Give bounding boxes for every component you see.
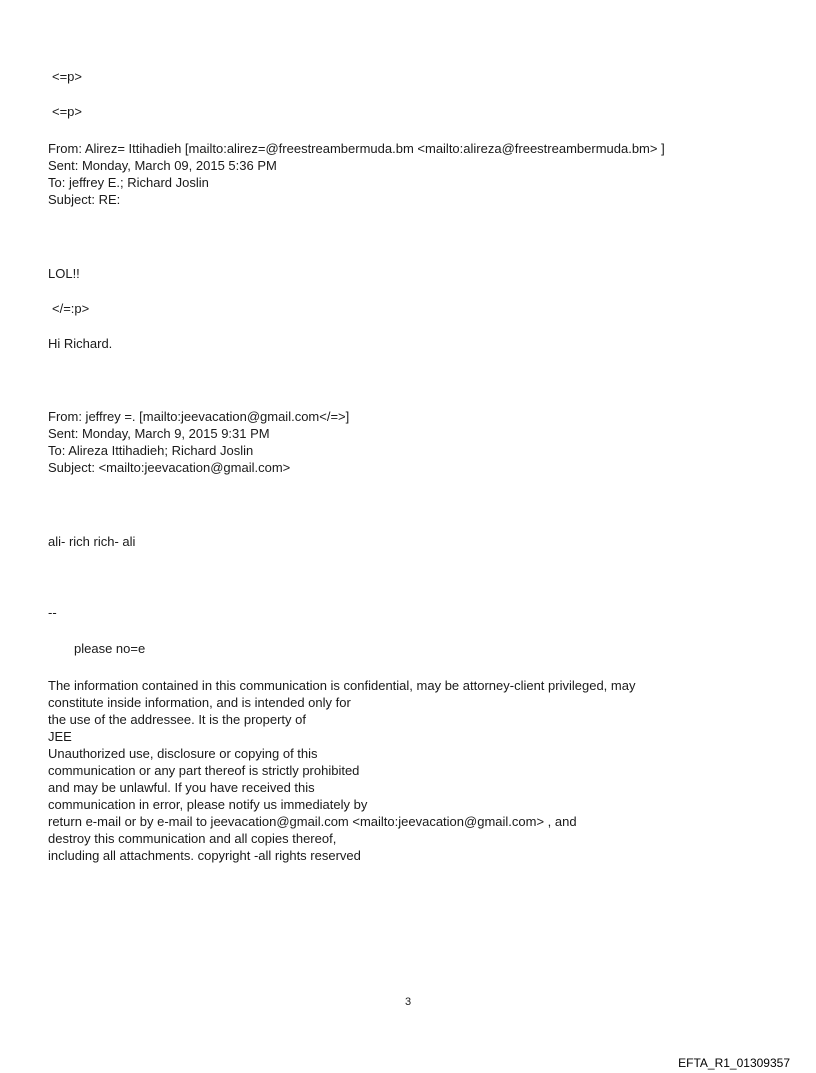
disclaimer-line: communication in error, please notify us immediately by bbox=[48, 797, 368, 812]
greeting: Hi Richard. bbox=[48, 336, 113, 351]
disclaimer-line: and may be unlawful. If you have received this bbox=[48, 780, 315, 795]
disclaimer-line: communication or any part thereof is strictly prohibited bbox=[48, 763, 360, 778]
disclaimer-line: constitute inside information, and is intended only for bbox=[48, 695, 351, 710]
to-line: To: Alireza Ittihadieh; Richard Joslin bbox=[48, 443, 254, 458]
sent-line: Sent: Monday, March 09, 2015 5:36 PM bbox=[48, 158, 277, 173]
sent-line: Sent: Monday, March 9, 2015 9:31 PM bbox=[48, 426, 270, 441]
html-tag-line: </=:p> bbox=[52, 301, 90, 316]
subject-line: Subject: RE: bbox=[48, 192, 121, 207]
disclaimer-line: return e-mail or by e-mail to jeevacation@gmail.com <mailto:jeevacation@gmail.com> , and bbox=[48, 814, 577, 829]
signature-separator: -- bbox=[48, 605, 57, 620]
signature-text: please no=e bbox=[74, 641, 146, 656]
disclaimer-line: destroy this communication and all copies thereof, bbox=[48, 831, 337, 846]
from-line: From: jeffrey =. [mailto:jeevacation@gmail.com</=>] bbox=[48, 409, 350, 424]
disclaimer-line: Unauthorized use, disclosure or copying of this bbox=[48, 746, 318, 761]
disclaimer-line: JEE bbox=[48, 729, 72, 744]
bates-number: EFTA_R1_01309357 bbox=[678, 1056, 790, 1070]
from-line: From: Alirez= Ittihadieh [mailto:alirez=@freestreambermuda.bm <mailto:alireza@freestreambermuda.bm> ] bbox=[48, 141, 665, 156]
subject-line: Subject: <mailto:jeevacation@gmail.com> bbox=[48, 460, 291, 475]
disclaimer-line: the use of the addressee. It is the property of bbox=[48, 712, 306, 727]
page-number: 3 bbox=[404, 996, 412, 1008]
html-tag-line: <=p> bbox=[52, 104, 83, 119]
body-text: LOL!! bbox=[48, 266, 80, 281]
html-tag-line: <=p> bbox=[52, 69, 83, 84]
body-text: ali- rich rich- ali bbox=[48, 534, 136, 549]
disclaimer-line: The information contained in this communication is confidential, may be attorney-client privileged, may bbox=[48, 678, 636, 693]
to-line: To: jeffrey E.; Richard Joslin bbox=[48, 175, 209, 190]
disclaimer-line: including all attachments. copyright -all rights reserved bbox=[48, 848, 361, 863]
